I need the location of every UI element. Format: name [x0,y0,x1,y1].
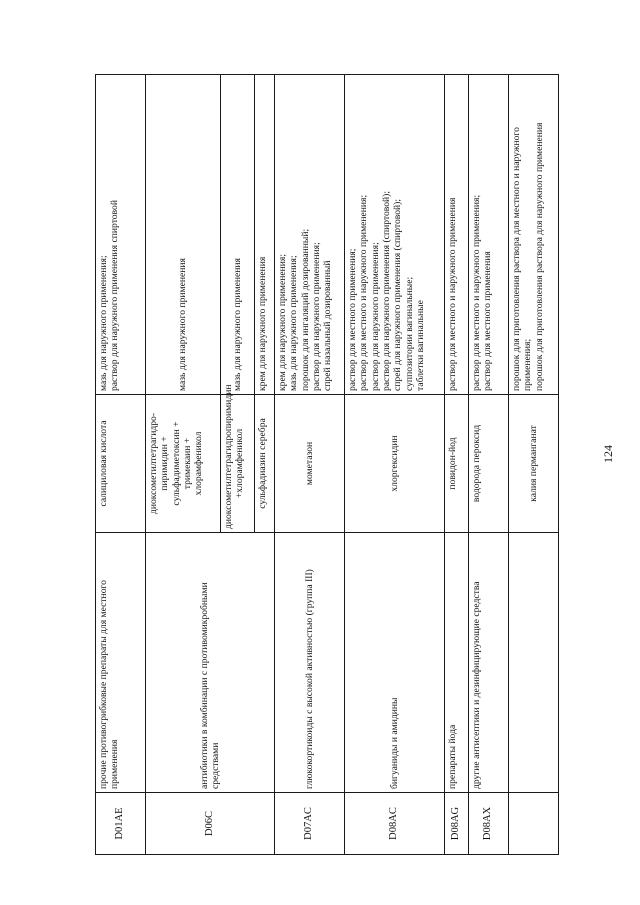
table-row [275,75,345,855]
atc-code-cell: D08AG [445,793,469,855]
rotated-table-wrapper [95,75,590,855]
drug-name-cell: калия перманганат [509,395,559,533]
group-name-cell: глюкокортикоиды с высокой активностью (группа III) [275,533,345,793]
dosage-form-cell: крем для наружного применения [255,75,275,395]
table-row [445,75,469,855]
dosage-form-cell: мазь для наружного применения; раствор для наружного применения спиртовой [96,75,146,395]
group-name-cell: препараты йода [445,533,469,793]
dosage-form-cell: мазь для наружного применения [221,75,255,395]
atc-code-cell: D08AC [345,793,445,855]
atc-code-cell: D07AC [275,793,345,855]
drug-name-cell: диоксометилтетрагидропиримидин +хлорамфеникол [221,395,255,533]
drug-name-cell: хлоргексидин [345,395,445,533]
drug-name-cell: диоксометилтетрагидро- пиримидин + сульфадиметоксин + тримекаин + хлорамфеникол [146,395,221,533]
dosage-form-cell: порошок для приготовления раствора для местного и наружного применения; порошок для приготовления раствора для наружного применения [509,75,559,395]
group-name-cell: бигуаниды и амидины [345,533,445,793]
group-name-cell: другие антисептики и дезинфицирующие средства [469,533,509,793]
drug-name-cell: повидон-йод [445,395,469,533]
page-number: 124 [601,445,615,463]
drug-name-cell: мометазон [275,395,345,533]
dosage-form-cell: мазь для наружного применения [146,75,221,395]
dosage-form-cell: раствор для местного и наружного применения [445,75,469,395]
group-name-cell [509,533,559,793]
table-row [509,75,559,855]
drug-name-cell: водорода пероксид [469,395,509,533]
group-name-cell: прочие противогрибковые препараты для местного применения [96,533,146,793]
table-row [345,75,445,855]
atc-code-cell: D01AE [96,793,146,855]
atc-code-cell: D06C [146,793,275,855]
dosage-form-cell: крем для наружного применения; мазь для наружного применения; порошок для ингаляций дозированный; раствор для наружного применения; спрей назальный дозированный [275,75,345,395]
table-row [96,75,146,855]
group-name-cell: антибиотики в комбинации с противомикробными средствами [146,533,275,793]
table-row [146,75,221,855]
drug-name-cell: салициловая кислота [96,395,146,533]
dosage-form-cell: раствор для местного применения; раствор для местного и наружного применения; раствор для наружного применения; раствор для наружного применения (спиртовой); спрей для наружного применения (спиртовой); суппозитории вагинальные; таблетки вагинальные [345,75,445,395]
drug-classification-table [95,74,559,855]
dosage-form-cell: раствор для местного и наружного применения; раствор для местного применения [469,75,509,395]
drug-name-cell: сульфадиазин серебра [255,395,275,533]
table-row [469,75,509,855]
atc-code-cell: D08AX [469,793,509,855]
atc-code-cell [509,793,559,855]
